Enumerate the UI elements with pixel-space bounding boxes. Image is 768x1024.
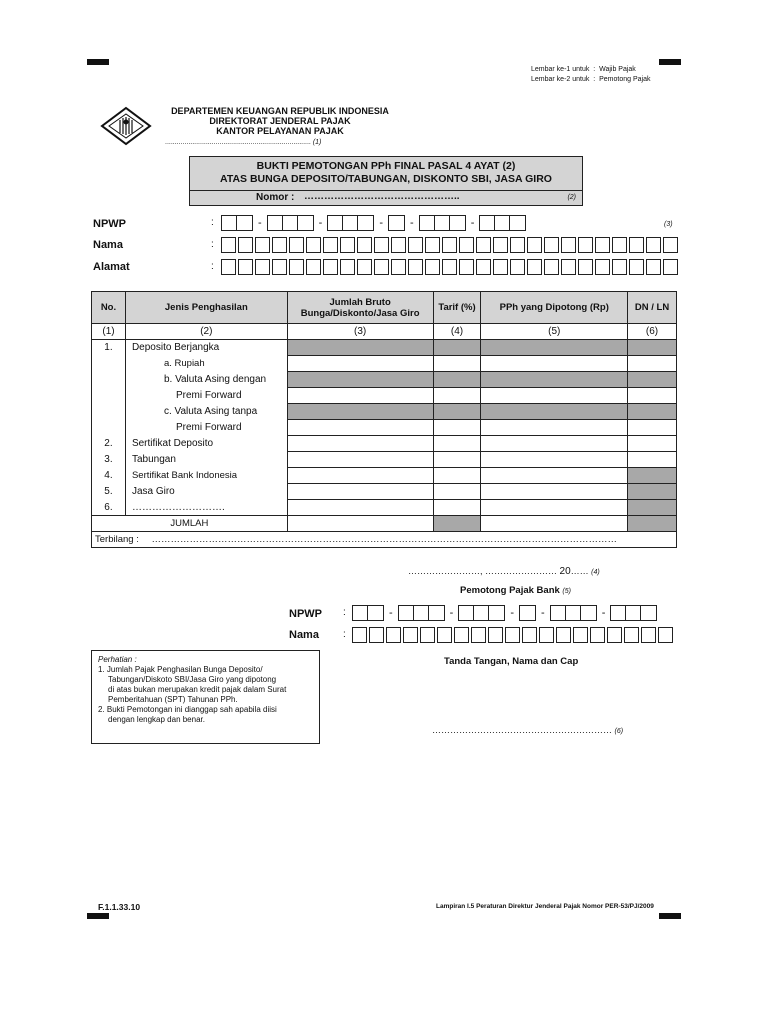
registration-mark bbox=[87, 913, 109, 919]
registration-mark bbox=[659, 913, 681, 919]
col-number: (6) bbox=[628, 324, 677, 340]
pph-cell[interactable] bbox=[481, 484, 628, 500]
char-box[interactable] bbox=[391, 259, 406, 275]
char-box[interactable] bbox=[629, 259, 644, 275]
col-number: (4) bbox=[433, 324, 481, 340]
char-box[interactable] bbox=[612, 259, 627, 275]
place-date-dots: ……………………, …………………… bbox=[408, 566, 558, 576]
tarif-cell[interactable] bbox=[433, 484, 481, 500]
bruto-cell[interactable] bbox=[287, 420, 433, 436]
nomor-label: Nomor : bbox=[256, 192, 295, 203]
char-box[interactable] bbox=[386, 627, 401, 643]
row-no: 5. bbox=[92, 484, 126, 500]
tarif-cell[interactable] bbox=[433, 500, 481, 516]
char-box[interactable] bbox=[544, 237, 559, 253]
row-jenis: Premi Forward bbox=[125, 420, 287, 436]
pph-cell bbox=[481, 404, 628, 420]
row-no bbox=[92, 404, 126, 420]
dnln-cell bbox=[628, 484, 677, 500]
lembar-value: Wajib Pajak bbox=[599, 66, 636, 73]
char-box[interactable] bbox=[488, 627, 503, 643]
tarif-cell bbox=[433, 372, 481, 388]
jumlah-pph-cell[interactable] bbox=[481, 516, 628, 532]
row-no bbox=[92, 388, 126, 404]
bruto-cell bbox=[287, 340, 433, 356]
tarif-cell[interactable] bbox=[433, 356, 481, 372]
table-row bbox=[92, 436, 677, 452]
pph-cell bbox=[481, 372, 628, 388]
date-line[interactable] bbox=[408, 566, 600, 577]
char-box[interactable] bbox=[459, 237, 474, 253]
row-no: 3. bbox=[92, 452, 126, 468]
char-box[interactable] bbox=[590, 627, 605, 643]
char-box[interactable] bbox=[578, 259, 593, 275]
col-header-tarif: Tarif (%) bbox=[433, 292, 481, 324]
char-box[interactable] bbox=[595, 237, 610, 253]
note-line: Pemberitahuan (SPT) Tahunan PPh. bbox=[108, 695, 238, 704]
col-number: (3) bbox=[287, 324, 433, 340]
dnln-cell bbox=[628, 372, 677, 388]
pemotong-title bbox=[460, 585, 571, 596]
char-box[interactable] bbox=[527, 237, 542, 253]
terbilang-row bbox=[92, 532, 677, 548]
char-box[interactable] bbox=[323, 259, 338, 275]
col-header-jenis: Jenis Penghasilan bbox=[125, 292, 287, 324]
lembar-info: Lembar ke-1 untuk : Wajib Pajak Lembar ke-2 untuk : Pemotong Pajak bbox=[531, 66, 651, 83]
row-no: 2. bbox=[92, 436, 126, 452]
char-box[interactable] bbox=[272, 237, 287, 253]
npwp-label: NPWP bbox=[93, 218, 126, 230]
col-number: (1) bbox=[92, 324, 126, 340]
ref-number: (5) bbox=[562, 588, 571, 595]
colon: : bbox=[343, 629, 346, 640]
char-box[interactable] bbox=[459, 259, 474, 275]
ref-number: (1) bbox=[312, 139, 322, 146]
char-box[interactable] bbox=[612, 237, 627, 253]
pph-cell[interactable] bbox=[481, 436, 628, 452]
nomor-field[interactable]: ……………………………………….. bbox=[304, 191, 460, 202]
char-box[interactable] bbox=[505, 627, 520, 643]
char-box[interactable] bbox=[573, 627, 588, 643]
char-box[interactable] bbox=[510, 259, 525, 275]
row-no bbox=[92, 420, 126, 436]
note-line: 1. Jumlah Pajak Penghasilan Bunga Deposito/ bbox=[98, 665, 263, 674]
char-box[interactable] bbox=[646, 259, 661, 275]
notes-title: Perhatian : bbox=[98, 655, 137, 664]
table-row bbox=[92, 356, 677, 372]
row-no: 1. bbox=[92, 340, 126, 356]
pph-cell[interactable] bbox=[481, 356, 628, 372]
ministry-emblem-icon bbox=[100, 106, 152, 146]
form-subtitle: ATAS BUNGA DEPOSITO/TABUNGAN, DISKONTO SBI, JASA GIRO bbox=[220, 173, 552, 185]
char-box[interactable] bbox=[255, 237, 270, 253]
char-box[interactable] bbox=[272, 259, 287, 275]
directorate-name: DIREKTORAT JENDERAL PAJAK bbox=[209, 116, 351, 126]
char-box[interactable] bbox=[403, 627, 418, 643]
char-box[interactable] bbox=[646, 237, 661, 253]
pemotong-label: Pemotong Pajak Bank bbox=[460, 585, 560, 596]
row-jenis: Sertifikat Deposito bbox=[125, 436, 287, 452]
table-row bbox=[92, 340, 677, 356]
bruto-cell[interactable] bbox=[287, 388, 433, 404]
lembar-label: Lembar ke-1 untuk bbox=[531, 66, 590, 73]
char-box[interactable] bbox=[306, 237, 321, 253]
ref-number: (3) bbox=[664, 221, 673, 228]
char-box[interactable] bbox=[663, 259, 678, 275]
char-box[interactable] bbox=[352, 627, 367, 643]
registration-mark bbox=[87, 59, 109, 65]
signature-caption: Tanda Tangan, Nama dan Cap bbox=[444, 656, 579, 667]
jumlah-dnln-cell bbox=[628, 516, 677, 532]
char-box[interactable] bbox=[476, 259, 491, 275]
kpp-field[interactable] bbox=[165, 139, 321, 146]
pph-cell bbox=[481, 340, 628, 356]
nama-input[interactable] bbox=[221, 237, 680, 253]
tarif-cell[interactable] bbox=[433, 436, 481, 452]
row-jenis: Tabungan bbox=[125, 452, 287, 468]
row-jenis: Jasa Giro bbox=[125, 484, 287, 500]
pph-cell[interactable] bbox=[481, 420, 628, 436]
nama-label: Nama bbox=[93, 239, 123, 251]
pemotong-nama-label: Nama bbox=[289, 629, 319, 641]
form-code: F.1.1.33.10 bbox=[98, 902, 141, 912]
char-box[interactable] bbox=[289, 237, 304, 253]
colon: : bbox=[343, 607, 346, 618]
char-box[interactable] bbox=[607, 627, 622, 643]
colon: : bbox=[211, 217, 214, 228]
pph-cell[interactable] bbox=[481, 500, 628, 516]
table-row bbox=[92, 404, 677, 420]
terbilang-label: Terbilang : bbox=[95, 534, 139, 545]
row-jenis: a. Rupiah bbox=[125, 356, 287, 372]
table-row bbox=[92, 484, 677, 500]
ref-number: (6) bbox=[614, 728, 624, 735]
bruto-cell[interactable] bbox=[287, 436, 433, 452]
char-box[interactable] bbox=[556, 627, 571, 643]
char-box[interactable] bbox=[539, 627, 554, 643]
lembar-value: Pemotong Pajak bbox=[599, 76, 651, 83]
row-no bbox=[92, 356, 126, 372]
tarif-cell[interactable] bbox=[433, 388, 481, 404]
income-table bbox=[91, 291, 677, 548]
row-no bbox=[92, 372, 126, 388]
char-box[interactable] bbox=[510, 237, 525, 253]
pemotong-nama-input[interactable] bbox=[352, 627, 675, 643]
dnln-cell bbox=[628, 468, 677, 484]
char-box[interactable] bbox=[255, 259, 270, 275]
char-box[interactable] bbox=[454, 627, 469, 643]
table-row bbox=[92, 420, 677, 436]
char-box[interactable] bbox=[493, 237, 508, 253]
char-box[interactable] bbox=[437, 627, 452, 643]
char-box[interactable] bbox=[221, 259, 236, 275]
bruto-cell[interactable] bbox=[287, 500, 433, 516]
table-row bbox=[92, 452, 677, 468]
jumlah-row bbox=[92, 516, 677, 532]
char-box[interactable] bbox=[561, 259, 576, 275]
year-dots: …… bbox=[570, 566, 589, 576]
char-box[interactable] bbox=[578, 237, 593, 253]
char-box[interactable] bbox=[425, 237, 440, 253]
jumlah-tarif-cell bbox=[433, 516, 481, 532]
char-box[interactable] bbox=[476, 237, 491, 253]
pph-cell[interactable] bbox=[481, 452, 628, 468]
dnln-cell bbox=[628, 500, 677, 516]
char-box[interactable] bbox=[624, 627, 639, 643]
bruto-cell bbox=[287, 372, 433, 388]
char-box[interactable] bbox=[306, 259, 321, 275]
alamat-label: Alamat bbox=[93, 261, 130, 273]
row-jenis: Deposito Berjangka bbox=[125, 340, 287, 356]
char-box[interactable] bbox=[374, 259, 389, 275]
char-box[interactable] bbox=[527, 259, 542, 275]
dnln-cell[interactable] bbox=[628, 452, 677, 468]
table-row bbox=[92, 388, 677, 404]
col-header-dnln: DN / LN bbox=[628, 292, 677, 324]
terbilang-field[interactable]: ………………………………………………………………………………………………………………………………… bbox=[151, 534, 617, 545]
pph-cell[interactable] bbox=[481, 388, 628, 404]
alamat-input[interactable] bbox=[221, 259, 680, 275]
char-box[interactable] bbox=[658, 627, 673, 643]
table-row bbox=[92, 500, 677, 516]
kpp-dots: ........................................................................... bbox=[165, 139, 311, 146]
lembar-label: Lembar ke-2 untuk bbox=[531, 76, 590, 83]
form-title: BUKTI PEMOTONGAN PPh FINAL PASAL 4 AYAT (2) bbox=[256, 160, 516, 172]
dnln-cell bbox=[628, 404, 677, 420]
colon: : bbox=[211, 261, 214, 272]
nomor-row bbox=[190, 190, 582, 206]
row-jenis: b. Valuta Asing dengan bbox=[125, 372, 287, 388]
char-box[interactable] bbox=[408, 259, 423, 275]
note-line: di atas bukan merupakan kredit pajak dalam Surat bbox=[108, 685, 287, 694]
char-box[interactable] bbox=[408, 237, 423, 253]
signature-line[interactable] bbox=[432, 725, 623, 735]
jumlah-bruto-cell[interactable] bbox=[287, 516, 433, 532]
dnln-cell[interactable] bbox=[628, 388, 677, 404]
char-box[interactable] bbox=[522, 627, 537, 643]
pph-cell[interactable] bbox=[481, 468, 628, 484]
char-box[interactable] bbox=[544, 259, 559, 275]
char-box[interactable] bbox=[374, 237, 389, 253]
char-box[interactable] bbox=[629, 237, 644, 253]
tarif-cell bbox=[433, 340, 481, 356]
row-jenis[interactable]: ………………………. bbox=[125, 500, 287, 516]
bruto-cell[interactable] bbox=[287, 468, 433, 484]
row-no: 6. bbox=[92, 500, 126, 516]
tarif-cell[interactable] bbox=[433, 420, 481, 436]
col-number: (5) bbox=[481, 324, 628, 340]
table-row bbox=[92, 468, 677, 484]
dnln-cell[interactable] bbox=[628, 356, 677, 372]
char-box[interactable] bbox=[663, 237, 678, 253]
title-box bbox=[189, 156, 583, 206]
col-header-no: No. bbox=[92, 292, 126, 324]
ref-number: (4) bbox=[591, 569, 600, 576]
char-box[interactable] bbox=[340, 237, 355, 253]
char-box[interactable] bbox=[442, 237, 457, 253]
tarif-cell bbox=[433, 404, 481, 420]
char-box[interactable] bbox=[391, 237, 406, 253]
col-header-pph: PPh yang Dipotong (Rp) bbox=[481, 292, 628, 324]
ministry-name: DEPARTEMEN KEUANGAN REPUBLIK INDONESIA bbox=[171, 106, 389, 116]
char-box[interactable] bbox=[357, 259, 372, 275]
tarif-cell[interactable] bbox=[433, 468, 481, 484]
char-box[interactable] bbox=[289, 259, 304, 275]
char-box[interactable] bbox=[221, 237, 236, 253]
char-box[interactable] bbox=[425, 259, 440, 275]
char-box[interactable] bbox=[442, 259, 457, 275]
bruto-cell[interactable] bbox=[287, 452, 433, 468]
dnln-cell[interactable] bbox=[628, 420, 677, 436]
bruto-cell bbox=[287, 404, 433, 420]
pemotong-npwp-input[interactable]: - - - - - bbox=[352, 605, 657, 621]
char-box[interactable] bbox=[323, 237, 338, 253]
agency-header bbox=[165, 106, 395, 136]
note-line: 2. Bukti Pemotongan ini dianggap sah apabila diisi bbox=[98, 705, 277, 714]
char-box[interactable] bbox=[471, 627, 486, 643]
dnln-cell bbox=[628, 340, 677, 356]
office-name: KANTOR PELAYANAN PAJAK bbox=[216, 126, 344, 136]
year-prefix: 20 bbox=[559, 566, 571, 577]
char-box[interactable] bbox=[369, 627, 384, 643]
row-jenis: c. Valuta Asing tanpa bbox=[125, 404, 287, 420]
notes-box bbox=[91, 650, 320, 744]
ref-number: (2) bbox=[567, 194, 576, 201]
col-number: (2) bbox=[125, 324, 287, 340]
lampiran-text: Lampiran I.5 Peraturan Direktur Jenderal Pajak Nomor PER-53/PJ/2009 bbox=[436, 903, 654, 910]
row-no: 4. bbox=[92, 468, 126, 484]
table-row bbox=[92, 372, 677, 388]
row-jenis: Premi Forward bbox=[125, 388, 287, 404]
registration-mark bbox=[659, 59, 681, 65]
bruto-cell[interactable] bbox=[287, 484, 433, 500]
char-box[interactable] bbox=[238, 259, 253, 275]
row-jenis: Sertifikat Bank Indonesia bbox=[125, 468, 287, 484]
note-line: dengan lengkap dan benar. bbox=[108, 715, 205, 724]
char-box[interactable] bbox=[420, 627, 435, 643]
signature-dots: …………………………………………………… bbox=[432, 725, 612, 735]
char-box[interactable] bbox=[238, 237, 253, 253]
tarif-cell[interactable] bbox=[433, 452, 481, 468]
char-box[interactable] bbox=[641, 627, 656, 643]
bruto-cell[interactable] bbox=[287, 356, 433, 372]
dnln-cell[interactable] bbox=[628, 436, 677, 452]
col-header-bruto: Jumlah Bruto Bunga/Diskonto/Jasa Giro bbox=[287, 292, 433, 324]
pemotong-npwp-label: NPWP bbox=[289, 608, 322, 620]
char-box[interactable] bbox=[493, 259, 508, 275]
char-box[interactable] bbox=[340, 259, 355, 275]
jumlah-label: JUMLAH bbox=[92, 516, 288, 532]
npwp-input[interactable]: - - - - - bbox=[221, 215, 526, 231]
colon: : bbox=[211, 239, 214, 250]
note-line: Tabungan/Diskoto SBI/Jasa Giro yang dipotong bbox=[108, 675, 277, 684]
char-box[interactable] bbox=[561, 237, 576, 253]
char-box[interactable] bbox=[595, 259, 610, 275]
char-box[interactable] bbox=[357, 237, 372, 253]
